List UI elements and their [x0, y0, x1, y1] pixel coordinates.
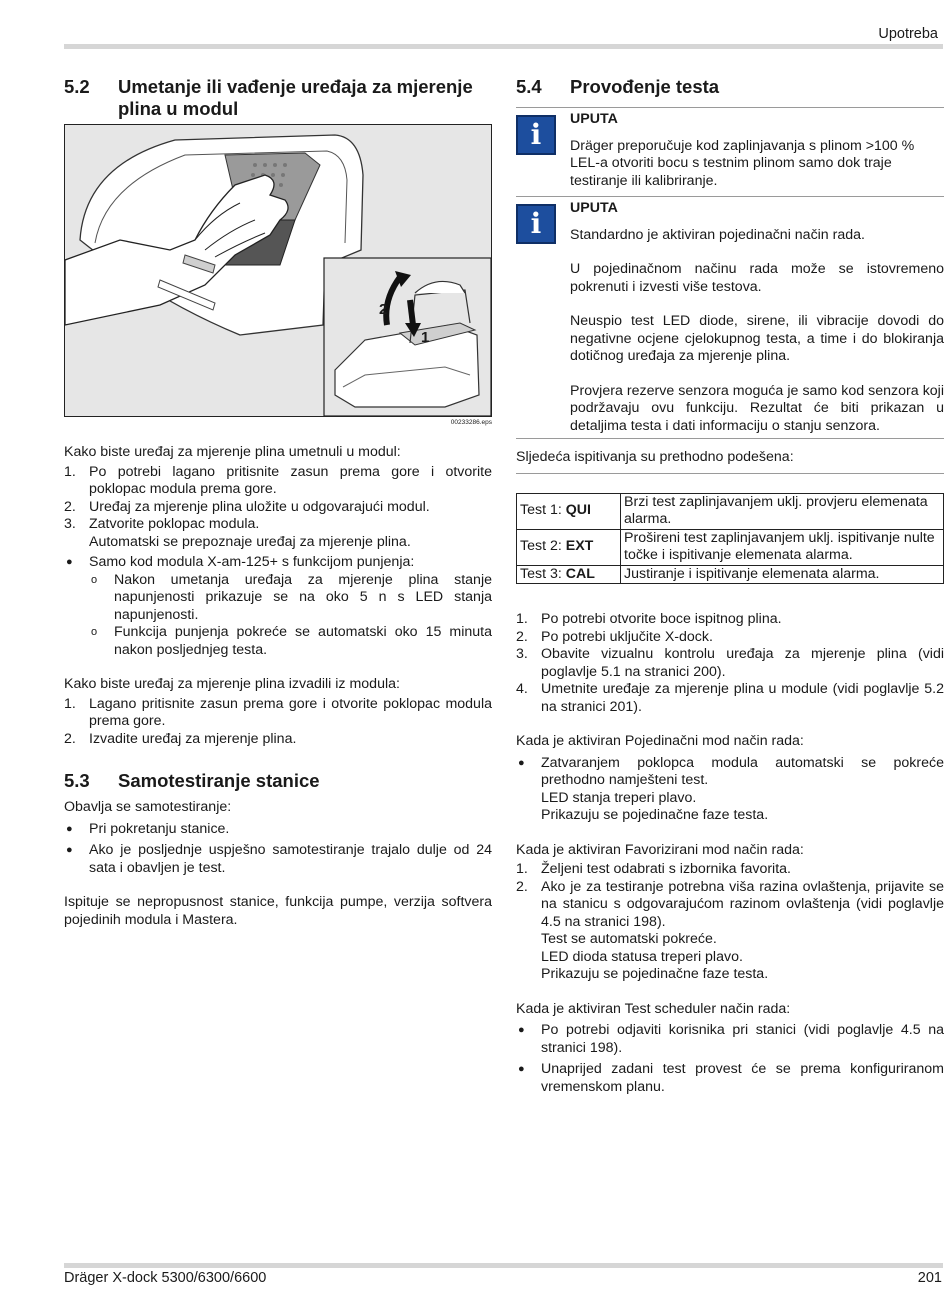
remove-steps — [64, 696, 492, 749]
list-item — [516, 1022, 944, 1057]
figure-caption: 00233286.eps — [450, 419, 492, 426]
bullet-dot: ● — [66, 844, 73, 856]
section-number: 5.4 — [516, 76, 542, 97]
notice-paragraph: Neuspio test LED diode, sirene, ili vibracije dovodi do negativne ocjene cjelokupnog testa, a time i do blokiranja dotičnog uređaja za mjerenje plina. — [570, 313, 944, 364]
step-number: 3. — [64, 516, 76, 532]
list-item — [516, 646, 944, 681]
single-mode-bullets — [516, 755, 944, 825]
scheduler-bullets — [516, 1022, 944, 1096]
step-text: Izvadite uređaj za mjerenje plina. — [89, 730, 297, 747]
sub-text: Funkcija punjenja pokreće se automatski oko 15 minuta nakon posljednjeg testa. — [114, 624, 492, 658]
notice-body — [570, 200, 944, 435]
test-name-cell — [517, 493, 621, 529]
list-item — [516, 1061, 944, 1096]
preset-intro: Sljedeća ispitivanja su prethodno podešena: — [516, 449, 794, 465]
step-text: Željeni test odabrati s izbornika favorita. — [541, 861, 791, 877]
list-item — [516, 861, 944, 879]
bullet-result: LED stanja treperi plavo. — [541, 789, 697, 806]
step-result: Prikazuju se pojedinačne faze testa. — [541, 966, 769, 982]
section-number: 5.3 — [64, 770, 90, 791]
test-description: Justiranje i ispitivanje elemenata alarma. — [621, 565, 944, 584]
test-description: Brzi test zaplinjavanjem uklj. provjeru elemenata alarma. — [621, 493, 944, 529]
bullet-body — [541, 755, 944, 825]
footer-rule — [64, 1263, 943, 1268]
list-item — [64, 554, 492, 659]
scheduler-mode-intro: Kada je aktiviran Test scheduler način rada: — [516, 1000, 791, 1017]
step-text: Obavite vizualnu kontrolu uređaja za mjerenje plina (vidi poglavlje 5.1 na stranici 200). — [541, 646, 944, 680]
selftest-bullets — [64, 821, 492, 878]
step-text: Zatvorite poklopac modula. — [89, 516, 260, 532]
remove-intro: Kako biste uređaj za mjerenje plina izvadili iz modula: — [64, 676, 400, 692]
bullet-text: Ako je posljednje uspješno samotestiranje trajalo dulje od 24 sata i obavljen je test. — [89, 842, 492, 876]
list-item — [64, 516, 492, 551]
section-title: Provođenje testa — [570, 76, 720, 97]
step-number: 4. — [516, 681, 528, 697]
test-description: Prošireni test zaplinjavanjem uklj. ispitivanje nulte točke i ispitivanje elemenata alarma. — [621, 529, 944, 565]
bullet-text: Pri pokretanju stanice. — [89, 820, 230, 837]
footer-product-name: Dräger X-dock 5300/6300/6600 — [64, 1270, 267, 1286]
test-label: Test 1: — [520, 502, 566, 519]
step-number: 3. — [516, 646, 528, 662]
list-item — [89, 624, 492, 659]
list-item — [516, 755, 944, 825]
single-mode-intro: Kada je aktiviran Pojedinačni mod način rada: — [516, 733, 804, 749]
module-insert-illustration — [64, 124, 492, 417]
step-number: 1. — [516, 611, 528, 627]
notice-label: UPUTA — [570, 111, 618, 127]
step-text: Uređaj za mjerenje plina uložite u odgovarajući modul. — [89, 498, 430, 515]
list-item — [516, 611, 944, 629]
step-result: LED dioda statusa treperi plavo. — [541, 948, 743, 965]
sub-bullet: o — [91, 573, 98, 586]
step-text: Lagano pritisnite zasun prema gore i otvorite poklopac modula prema gore. — [89, 695, 492, 729]
table-row — [517, 493, 944, 529]
step-number: 1. — [516, 861, 528, 877]
selftest-closing: Ispituje se nepropusnost stanice, funkcija pumpe, verzija softvera pojedinih modula i Mastera. — [64, 894, 492, 928]
bullet-body — [89, 554, 492, 659]
page-number: 201 — [917, 1270, 942, 1286]
header-section-label: Upotreba — [878, 26, 938, 42]
step-text: Umetnite uređaje za mjerenje plina u module (vidi poglavlje 5.2 na stranici 201). — [541, 681, 944, 715]
bullet-text: Unaprijed zadani test provest će se prema konfiguriranom vremenskom planu. — [541, 1061, 944, 1095]
step-number: 2. — [516, 878, 528, 895]
section-title: Umetanje ili vađenje uređaja za mjerenje plina u modul — [118, 76, 473, 119]
list-item — [516, 629, 944, 647]
test-name-cell — [517, 565, 621, 584]
list-item — [64, 464, 492, 499]
step-number: 2. — [64, 730, 76, 747]
favorite-mode-intro: Kada je aktiviran Favorizirani mod način rada: — [516, 841, 804, 858]
test-label: Test 2: — [520, 538, 566, 555]
list-item — [64, 821, 492, 839]
bullet-text: Zatvaranjem poklopca modula automatski se pokreće prethodno namješteni test. — [541, 754, 944, 788]
list-item — [64, 499, 492, 517]
notice-label: UPUTA — [570, 200, 618, 216]
notice-body — [570, 111, 944, 190]
notice-paragraph: Provjera rezerve senzora moguća je samo kod senzora koji podržavaju ovu funkciju. Rezultat će biti prikazan u detaljima testa i dati informaciju o stanju senzora. — [570, 382, 944, 434]
callout-1: 1 — [421, 329, 430, 346]
list-item — [516, 681, 944, 716]
prep-steps — [516, 611, 944, 716]
step-text-block — [541, 879, 944, 984]
bullet-dot: ● — [518, 756, 525, 769]
notice-paragraph: Standardno je aktiviran pojedinačni način rada. — [570, 226, 865, 243]
notice-paragraph: U pojedinačnom načinu rada može se istovremeno pokrenuti i izvesti više testova. — [570, 261, 944, 295]
insert-intro: Kako biste uređaj za mjerenje plina umetnuli u modul: — [64, 444, 401, 460]
section-number: 5.2 — [64, 76, 90, 97]
section-title: Samotestiranje stanice — [118, 770, 320, 791]
sub-bullet: o — [91, 626, 98, 638]
test-code: EXT — [565, 538, 594, 555]
bullet-text: Po potrebi odjaviti korisnika pri stanici (vidi poglavlje 4.5 na stranici 198). — [541, 1022, 944, 1056]
step-number: 2. — [64, 498, 76, 515]
bullet-text: Samo kod modula X-am-125+ s funkcijom punjenja: — [89, 554, 415, 570]
step-number: 1. — [64, 695, 76, 712]
list-item — [64, 842, 492, 877]
step-number: 2. — [516, 628, 528, 645]
info-icon: i — [516, 115, 556, 155]
step-number: 1. — [64, 463, 76, 480]
left-column — [64, 76, 492, 929]
section-5-4-heading — [516, 76, 944, 98]
list-item — [89, 572, 492, 625]
bullet-dot: ● — [518, 1063, 525, 1075]
step-result: Automatski se prepoznaje uređaj za mjerenje plina. — [89, 533, 411, 550]
table-row — [517, 565, 944, 584]
charging-sublist — [89, 572, 492, 660]
test-name-cell — [517, 529, 621, 565]
table-top-rule — [516, 473, 944, 474]
list-item — [516, 879, 944, 984]
charging-bullets — [64, 554, 492, 659]
notice-divider — [516, 438, 944, 439]
step-text: Ako je za testiranje potrebna viša razina ovlaštenja, prijavite se na stanicu s odgovarajućom razinom ovlaštenja (vidi poglavlje 4.5 na stranici 198). — [541, 878, 944, 930]
sub-text: Nakon umetanja uređaja za mjerenje plina stanje napunjenosti prikazuje se na oko 5 n s LED stanja napunjenosti. — [114, 571, 492, 623]
test-code: CAL — [565, 565, 595, 582]
header-rule — [64, 44, 943, 49]
info-icon: i — [516, 204, 556, 244]
bullet-dot: ● — [518, 1024, 525, 1036]
test-label: Test 3: — [520, 565, 566, 582]
bullet-dot: ● — [66, 822, 73, 835]
illustration-svg — [65, 125, 491, 416]
section-5-3-heading — [64, 770, 492, 792]
notice-text: Dräger preporučuje kod zaplinjavanja s plinom >100 % LEL-a otvoriti bocu s testnim plinom samo dok traje testiranje ili kalibriranje. — [570, 137, 915, 189]
notice-box-2 — [516, 196, 944, 435]
right-column — [516, 76, 944, 1096]
step-text: Po potrebi otvorite boce ispitnog plina. — [541, 611, 782, 627]
step-text: Po potrebi uključite X-dock. — [541, 628, 713, 645]
list-item — [64, 696, 492, 731]
preset-tests-table — [516, 493, 944, 585]
test-code: QUI — [565, 502, 591, 519]
section-5-2-heading — [64, 76, 492, 120]
favorite-steps — [516, 861, 944, 984]
insert-steps — [64, 464, 492, 552]
step-text-block — [89, 516, 492, 551]
step-result: Test se automatski pokreće. — [541, 931, 717, 947]
callout-2: 2 — [379, 301, 388, 318]
bullet-dot: ● — [66, 556, 73, 568]
table-row — [517, 529, 944, 565]
step-text: Po potrebi lagano pritisnite zasun prema gore i otvorite poklopac modula prema gore. — [89, 463, 492, 497]
bullet-result: Prikazuju se pojedinačne faze testa. — [541, 807, 769, 823]
list-item — [64, 731, 492, 749]
selftest-intro: Obavlja se samotestiranje: — [64, 799, 232, 815]
notice-box-1 — [516, 107, 944, 190]
